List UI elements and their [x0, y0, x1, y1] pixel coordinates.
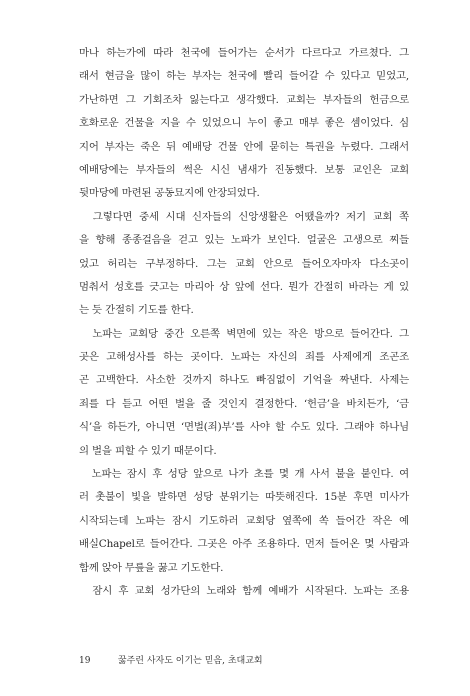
page-footer	[79, 653, 409, 669]
running-title: 꿇주린 사자도 이기는 믿음, 초대교회	[117, 656, 263, 666]
text-line: 시작되는데 노파는 잠시 기도하러 교회당 옆쪽에 쏙 들어간 작은 예	[79, 514, 409, 527]
text-line: 배실Chapel로 들어간다. 그곳은 아주 조용하다. 먼저 들어온 몇 사람과	[79, 538, 409, 551]
text-line: 노파는 잠시 후 성당 앞으로 나가 초를 몇 개 사서 불을 붙인다. 여	[79, 468, 409, 481]
text-line: 멈춰서 성호를 긋고는 마리아 상 앞에 선다. 뭔가 간절히 바라는 게 있	[79, 280, 409, 293]
text-line: 잠시 후 교회 성가단의 노래와 함께 예배가 시작된다. 노파는 조용	[79, 584, 409, 597]
text-line: 마나 하는가에 따라 천국에 들어가는 순서가 다르다고 가르쳤다. 그	[79, 47, 409, 59]
text-line: 는 듯 간절히 기도를 한다.	[79, 304, 194, 317]
text-line: 노파는 교회당 중간 오른쪽 벽면에 있는 작은 방으로 들어간다. 그	[79, 327, 409, 340]
text-line: 가난하면 그 기회조차 잃는다고 생각했다. 교회는 부자들의 헌금으로	[79, 93, 409, 106]
text-line: 곤 고백한다. 사소한 것까지 하나도 빠짐없이 기억을 짜낸다. 사제는	[79, 374, 409, 387]
text-line: 을 향해 종종걸음을 걷고 있는 노파가 보인다. 얼굴은 고생으로 찌들	[79, 234, 409, 247]
page-number: 19	[79, 656, 91, 666]
text-line: 그렇다면 중세 시대 신자들의 신앙생활은 어땠을까? 저기 교회 쪽	[79, 210, 409, 223]
text-line: 호화로운 건물을 지을 수 있었으니 누이 좋고 매부 좋은 셈이었다. 심	[79, 117, 409, 130]
text-line: 함께 앉아 무릎을 꿇고 기도한다.	[79, 561, 224, 574]
text-line: 죄를 다 듣고 어떤 벌을 줄 것인지 결정한다. ‘헌금’을 바치든가, ‘금	[79, 397, 409, 410]
body-text	[79, 42, 409, 603]
text-line: 예배당에는 부자들의 썩은 시신 냄새가 진동했다. 보통 교인은 교회	[79, 163, 409, 176]
text-line: 뒷마당에 마련된 공동묘지에 안장되었다.	[79, 187, 260, 200]
text-line: 식’을 하든가, 아니면 ‘면벌(죄)부’를 사야 할 수도 있다. 그래야 하나님	[79, 421, 409, 434]
text-line: 래서 현금을 많이 하는 부자는 천국에 빨리 들어갈 수 있다고 믿었고,	[79, 70, 409, 83]
text-line: 곳은 고해성사를 하는 곳이다. 노파는 자신의 죄를 사제에게 조곤조	[79, 351, 409, 364]
text-line: 지어 부자는 죽은 뒤 예배당 건물 안에 묻히는 특권을 누렸다. 그래서	[79, 140, 409, 153]
text-line: 의 벌을 피할 수 있기 때문이다.	[79, 444, 217, 457]
text-line: 었고 허리는 구부정하다. 그는 교회 안으로 들어오자마자 다소곳이	[79, 257, 409, 270]
text-line: 러 촛불이 빛을 발하면 성당 분위기는 따뜻해진다. 15분 후면 미사가	[79, 491, 409, 504]
